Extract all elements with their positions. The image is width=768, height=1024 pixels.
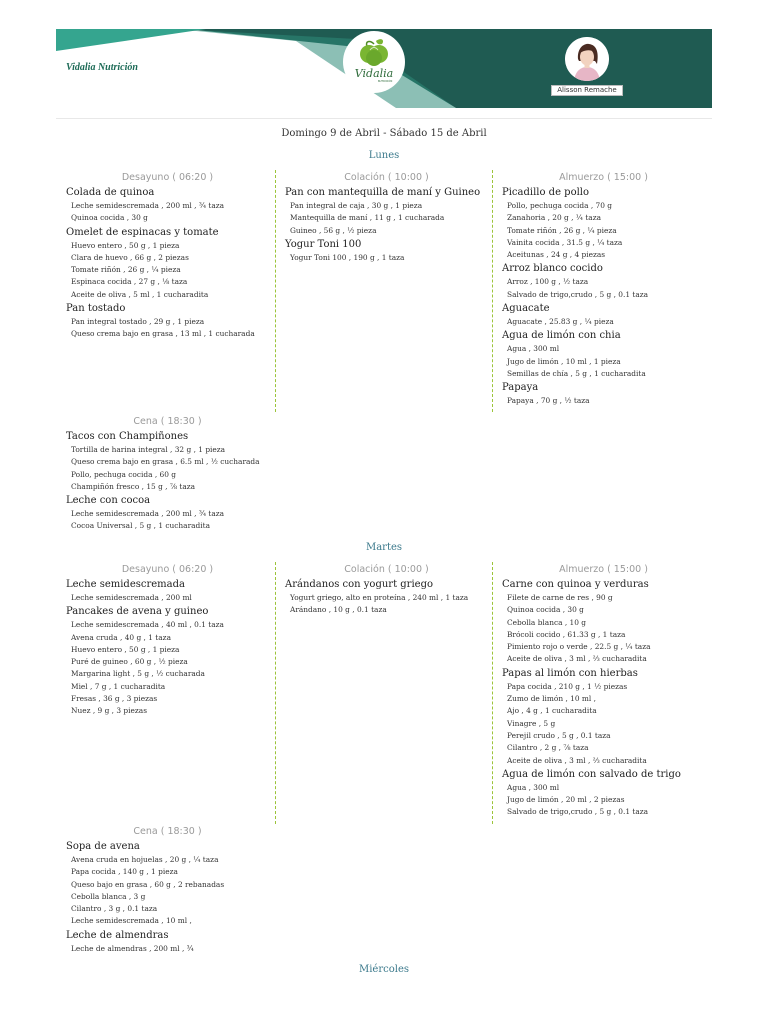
ingredient: Quinoa cocida , 30 g [71,213,148,223]
ingredient: Espinaca cocida , 27 g , ⅛ taza [71,277,188,287]
meal-colacion [285,170,488,264]
ingredient: Aceite de oliva , 3 ml , ⅔ cucharadita [507,654,647,664]
brand-name: Vidalia Nutrición [66,62,138,73]
ingredient: Aceitunas , 24 g , 4 piezas [507,250,606,260]
ingredient: Fresas , 36 g , 3 piezas [71,694,158,704]
ingredient: Zumo de limón , 10 ml , [507,694,596,704]
ingredient: Arándano , 10 g , 0.1 taza [290,605,387,615]
ingredient: Agua , 300 ml [507,782,560,792]
meal-almuerzo [502,170,705,408]
meal-desayuno [66,170,269,341]
ingredient: Salvado de trigo,crudo , 5 g , 0.1 taza [507,289,649,299]
ingredient: Margarina light , 5 g , ½ cucharada [71,669,205,679]
meal-time-label: Cena ( 18:30 ) [133,416,202,427]
meal-cena [66,824,269,955]
ingredient: Leche de almendras , 200 ml , ¾ [71,943,194,953]
ingredient: Pimiento rojo o verde , 22.5 g , ¼ taza [507,642,651,652]
logo-subtitle: NUTRICIÓN [377,80,393,83]
dish-name: Agua de limón con chia [502,330,621,342]
dish-name: Leche con cocoa [66,495,151,507]
day-title-martes: Martes [365,542,403,553]
ingredient: Brócoli cocido , 61.33 g , 1 taza [507,629,626,639]
meal-almuerzo [502,562,705,819]
column-separator [275,562,276,824]
ingredient: Perejil crudo , 5 g , 0.1 taza [507,730,611,740]
ingredient: Avena cruda en hojuelas , 20 g , ¼ taza [71,855,219,864]
dish-name: Omelet de espinacas y tomate [66,226,219,238]
ingredient: Vainita cocida , 31.5 g , ¼ taza [507,237,623,247]
ingredient: Pollo, pechuga cocida , 60 g [71,469,177,479]
column-separator [492,170,493,412]
ingredient: Leche semidescremada , 200 ml , ¾ taza [71,509,225,519]
dish-name: Yogur Toni 100 [285,238,362,250]
ingredient: Pan integral tostado , 29 g , 1 pieza [71,317,205,327]
ingredient: Semillas de chía , 5 g , 1 cucharadita [507,368,646,378]
ingredient: Pan integral de caja , 30 g , 1 pieza [290,201,423,210]
meal-time-label: Colación ( 10:00 ) [344,172,429,183]
ingredient: Tortilla de harina integral , 32 g , 1 pieza [71,445,226,454]
ingredient: Leche semidescremada , 10 ml , [71,916,192,926]
dish-name: Colada de quinoa [66,187,155,198]
dish-name: Pancakes de avena y guineo [66,606,209,618]
dish-name: Tacos con Champiñones [66,431,189,442]
ingredient: Clara de huevo , 66 g , 2 piezas [71,252,189,262]
ingredient: Queso crema bajo en grasa , 6.5 ml , ½ cucharada [71,457,260,467]
ingredient: Arroz , 100 g , ½ taza [507,277,589,287]
meal-time-label: Almuerzo ( 15:00 ) [559,564,648,575]
ingredient: Papa cocida , 140 g , 1 pieza [71,867,178,877]
dish-name: Pan tostado [66,303,126,315]
dish-name: Papas al limón con hierbas [502,667,638,679]
ingredient: Aceite de oliva , 3 ml , ⅔ cucharadita [507,755,647,765]
ingredient: Yogur Toni 100 , 190 g , 1 taza [290,252,405,262]
ingredient: Miel , 7 g , 1 cucharadita [71,681,166,691]
ingredient: Avena cruda , 40 g , 1 taza [71,632,171,642]
day-title-miercoles: Miércoles [358,964,409,975]
ingredient: Guineo , 56 g , ½ pieza [290,225,377,235]
ingredient: Cebolla blanca , 10 g [507,617,587,627]
ingredient: Aceite de oliva , 5 ml , 1 cucharadita [71,289,209,299]
dish-name: Arándanos con yogurt griego [285,579,433,590]
ingredient: Quinoa cocida , 30 g [507,605,584,615]
dish-name: Sopa de avena [66,841,140,852]
brand-logo [343,31,405,93]
ingredient: Huevo entero , 50 g , 1 pieza [71,240,180,250]
meal-time-label: Desayuno ( 06:20 ) [121,172,214,183]
dish-name: Picadillo de pollo [502,187,590,198]
author-avatar [565,37,609,81]
meal-time-label: Desayuno ( 06:20 ) [121,564,214,575]
logo-wordmark: Vidalia [354,67,394,80]
meal-colacion [285,562,488,617]
ingredient: Papa cocida , 210 g , 1 ½ piezas [507,681,628,691]
ingredient: Agua , 300 ml [507,344,560,354]
header-banner [56,29,712,108]
ingredient: Vinagre , 5 g [507,718,556,728]
ingredient: Huevo entero , 50 g , 1 pieza [71,644,180,654]
dish-name: Arroz blanco cocido [502,263,603,275]
ingredient: Leche semidescremada , 40 ml , 0.1 taza [71,620,224,630]
dish-name: Leche de almendras [66,929,169,941]
author-name: Alisson Remache [551,85,623,96]
column-separator [275,170,276,412]
dish-name: Leche semidescremada [66,579,185,590]
ingredient: Filete de carne de res , 90 g [507,593,613,602]
dish-name: Papaya [502,382,539,394]
dish-name: Agua de limón con salvado de trigo [502,768,681,780]
ingredient: Tomate riñón , 26 g , ¼ pieza [507,225,617,235]
ingredient: Pollo, pechuga cocida , 70 g [507,201,613,210]
ingredient: Queso crema bajo en grasa , 13 ml , 1 cucharada [71,329,255,339]
meal-desayuno [66,562,269,718]
ingredient: Cilantro , 2 g , ⅞ taza [507,743,589,753]
meal-cena [66,414,269,533]
meal-time-label: Almuerzo ( 15:00 ) [559,172,648,183]
ingredient: Puré de guineo , 60 g , ½ pieza [71,657,188,667]
ingredient: Cilantro , 3 g , 0.1 taza [71,904,158,914]
meal-time-label: Colación ( 10:00 ) [344,564,429,575]
dish-name: Aguacate [502,303,550,315]
day-title-lunes: Lunes [368,150,400,161]
ingredient: Jugo de limón , 10 ml , 1 pieza [507,356,621,366]
ingredient: Yogurt griego, alto en proteína , 240 ml , 1 taza [290,593,469,602]
ingredient: Zanahoria , 20 g , ¼ taza [507,213,601,223]
header-divider [56,118,712,119]
ingredient: Tomate riñón , 26 g , ¼ pieza [71,265,181,275]
ingredient: Leche semidescremada , 200 ml , ¾ taza [71,201,225,210]
ingredient: Mantequilla de maní , 11 g , 1 cucharada [290,213,445,223]
ingredient: Champiñón fresco , 15 g , ⅞ taza [71,481,196,491]
ingredient: Papaya , 70 g , ½ taza [507,396,590,406]
ingredient: Ajo , 4 g , 1 cucharadita [507,706,597,716]
ingredient: Cebolla blanca , 3 g [71,891,146,901]
meal-time-label: Cena ( 18:30 ) [133,826,202,837]
ingredient: Cocoa Universal , 5 g , 1 cucharadita [71,521,210,531]
dish-name: Carne con quinoa y verduras [502,579,649,590]
ingredient: Salvado de trigo,crudo , 5 g , 0.1 taza [507,807,649,817]
ingredient: Nuez , 9 g , 3 piezas [71,706,147,716]
ingredient: Jugo de limón , 20 ml , 2 piezas [507,795,625,805]
ingredient: Queso bajo en grasa , 60 g , 2 rebanadas [71,879,225,889]
date-range: Domingo 9 de Abril - Sábado 15 de Abril [281,128,487,139]
ingredient: Leche semidescremada , 200 ml [71,593,192,602]
ingredient: Aguacate , 25.83 g , ¼ pieza [507,317,614,327]
dish-name: Pan con mantequilla de maní y Guineo [285,187,481,198]
column-separator [492,562,493,824]
